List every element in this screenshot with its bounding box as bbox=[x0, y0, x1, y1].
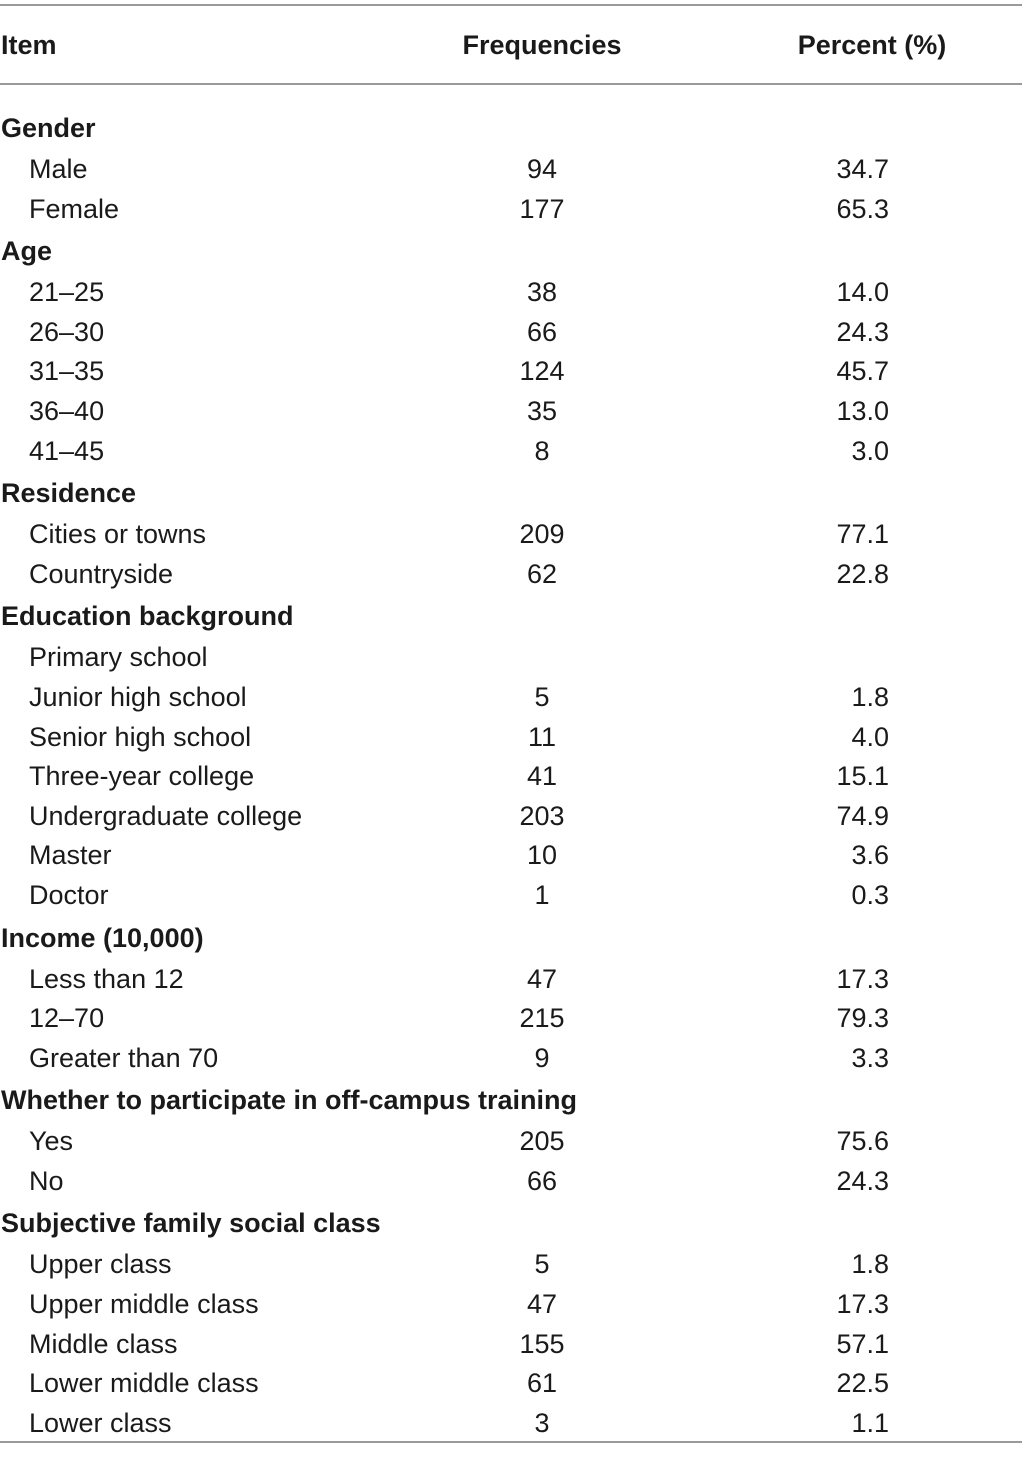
percent-cell: 22.8 bbox=[836, 558, 889, 589]
table-row bbox=[0, 1325, 1022, 1365]
item-cell: Senior high school bbox=[29, 721, 252, 752]
header-frequencies: Frequencies bbox=[462, 30, 622, 60]
percent-cell: 17.3 bbox=[836, 1289, 889, 1320]
group-title: Education background bbox=[1, 601, 294, 632]
frequency-cell: 1 bbox=[534, 879, 550, 910]
table-row bbox=[0, 1364, 1022, 1404]
table-row bbox=[0, 876, 1022, 916]
percent-cell: 4.0 bbox=[851, 721, 889, 752]
table-row bbox=[0, 392, 1022, 432]
group-heading-row bbox=[0, 106, 1022, 150]
item-cell: Yes bbox=[29, 1126, 74, 1157]
percent-cell: 65.3 bbox=[836, 193, 889, 224]
percent-cell: 3.3 bbox=[851, 1042, 889, 1073]
table-row bbox=[0, 1039, 1022, 1079]
percent-cell: 1.8 bbox=[851, 681, 889, 712]
percent-cell: 77.1 bbox=[836, 519, 889, 550]
item-cell: 36–40 bbox=[29, 395, 105, 426]
frequency-cell: 10 bbox=[526, 840, 558, 871]
percent-cell: 13.0 bbox=[836, 395, 889, 426]
table-row bbox=[0, 555, 1022, 595]
percent-cell: 24.3 bbox=[836, 316, 889, 347]
table-row bbox=[0, 999, 1022, 1039]
percent-cell: 45.7 bbox=[836, 356, 889, 387]
item-cell: Doctor bbox=[29, 879, 109, 910]
percent-cell: 75.6 bbox=[836, 1126, 889, 1157]
item-cell: 26–30 bbox=[29, 316, 105, 347]
group-heading-row bbox=[0, 594, 1022, 638]
item-cell: Upper middle class bbox=[29, 1289, 259, 1320]
table-row bbox=[0, 836, 1022, 876]
frequency-cell: 62 bbox=[526, 558, 558, 589]
frequency-cell: 47 bbox=[526, 963, 558, 994]
frequency-cell: 3 bbox=[534, 1407, 550, 1438]
item-cell: 41–45 bbox=[29, 435, 105, 466]
item-cell: Middle class bbox=[29, 1328, 178, 1359]
item-cell: Male bbox=[29, 154, 88, 184]
item-cell: 12–70 bbox=[29, 1003, 105, 1034]
table-bottom-rule bbox=[0, 1441, 1022, 1443]
table-row bbox=[0, 757, 1022, 797]
frequency-cell: 203 bbox=[519, 800, 565, 831]
table-row bbox=[0, 273, 1022, 313]
item-cell: Countryside bbox=[29, 558, 174, 589]
frequency-cell: 94 bbox=[526, 154, 558, 184]
item-cell: 21–25 bbox=[29, 277, 105, 308]
table-row bbox=[0, 678, 1022, 718]
frequency-cell: 155 bbox=[519, 1328, 565, 1359]
frequency-cell: 61 bbox=[526, 1368, 558, 1399]
frequency-cell: 177 bbox=[519, 193, 565, 224]
group-heading-row bbox=[0, 1078, 1022, 1122]
frequency-cell: 5 bbox=[534, 681, 550, 712]
frequency-cell: 11 bbox=[527, 721, 557, 752]
group-title: Age bbox=[1, 236, 53, 267]
frequency-cell: 8 bbox=[534, 435, 550, 466]
percent-cell: 14.0 bbox=[836, 277, 889, 308]
frequency-cell: 47 bbox=[526, 1289, 558, 1320]
table-row bbox=[0, 797, 1022, 837]
table-row bbox=[0, 1245, 1022, 1285]
group-heading-row bbox=[0, 471, 1022, 515]
percent-cell: 57.1 bbox=[836, 1328, 889, 1359]
item-cell: Master bbox=[29, 840, 112, 871]
item-cell: Cities or towns bbox=[29, 519, 207, 550]
frequency-cell: 35 bbox=[526, 395, 558, 426]
group-title: Whether to participate in off-campus training bbox=[1, 1085, 578, 1116]
frequency-cell: 124 bbox=[519, 356, 565, 387]
item-cell: No bbox=[29, 1165, 64, 1196]
item-cell: Less than 12 bbox=[29, 963, 184, 994]
group-title: Gender bbox=[1, 113, 96, 143]
item-cell: Primary school bbox=[29, 642, 208, 673]
table-row bbox=[0, 1285, 1022, 1325]
frequency-cell: 205 bbox=[519, 1126, 565, 1157]
table-row bbox=[0, 1162, 1022, 1202]
frequency-cell: 5 bbox=[534, 1249, 550, 1280]
table-row bbox=[0, 352, 1022, 392]
percent-cell: 3.6 bbox=[851, 840, 889, 871]
frequency-cell: 9 bbox=[534, 1042, 550, 1073]
table-header bbox=[0, 4, 1022, 83]
item-cell: Undergraduate college bbox=[29, 800, 303, 831]
frequency-cell: 66 bbox=[526, 316, 558, 347]
percent-cell: 15.1 bbox=[836, 761, 889, 792]
frequency-cell: 209 bbox=[519, 519, 565, 550]
percent-cell: 17.3 bbox=[836, 963, 889, 994]
table-row bbox=[0, 313, 1022, 353]
percent-cell: 79.3 bbox=[836, 1003, 889, 1034]
table-row bbox=[0, 150, 1022, 190]
item-cell: Lower middle class bbox=[29, 1368, 259, 1399]
item-cell: Lower class bbox=[29, 1407, 172, 1438]
table-row bbox=[0, 960, 1022, 1000]
item-cell: Upper class bbox=[29, 1249, 172, 1280]
group-heading-row bbox=[0, 1201, 1022, 1245]
percent-cell: 74.9 bbox=[836, 800, 889, 831]
table-row bbox=[0, 718, 1022, 758]
frequency-cell: 66 bbox=[526, 1165, 558, 1196]
header-percent: Percent (%) bbox=[797, 30, 947, 60]
table-row bbox=[0, 1122, 1022, 1162]
table-body bbox=[0, 106, 1022, 1443]
group-title: Subjective family social class bbox=[1, 1208, 381, 1239]
item-cell: Junior high school bbox=[29, 681, 247, 712]
group-title: Residence bbox=[1, 478, 137, 509]
item-cell: Female bbox=[29, 193, 120, 224]
header-item: Item bbox=[1, 30, 57, 60]
item-cell: 31–35 bbox=[29, 356, 105, 387]
table-row bbox=[0, 515, 1022, 555]
frequency-cell: 215 bbox=[519, 1003, 565, 1034]
frequency-cell: 38 bbox=[526, 277, 558, 308]
percent-cell: 22.5 bbox=[836, 1368, 889, 1399]
group-heading-row bbox=[0, 229, 1022, 273]
item-cell: Three-year college bbox=[29, 761, 255, 792]
table-row bbox=[0, 638, 1022, 678]
percent-cell: 1.8 bbox=[851, 1249, 889, 1280]
table-row bbox=[0, 190, 1022, 230]
percent-cell: 3.0 bbox=[851, 435, 889, 466]
group-title: Income (10,000) bbox=[1, 922, 204, 953]
table-row bbox=[0, 432, 1022, 472]
frequency-cell: 41 bbox=[526, 761, 558, 792]
percent-cell: 0.3 bbox=[851, 879, 889, 910]
percent-cell: 1.1 bbox=[851, 1407, 889, 1438]
item-cell: Greater than 70 bbox=[29, 1042, 219, 1073]
percent-cell: 34.7 bbox=[836, 154, 889, 184]
percent-cell: 24.3 bbox=[836, 1165, 889, 1196]
table-header-rule bbox=[0, 83, 1022, 85]
table-row bbox=[0, 1404, 1022, 1444]
group-heading-row bbox=[0, 916, 1022, 960]
